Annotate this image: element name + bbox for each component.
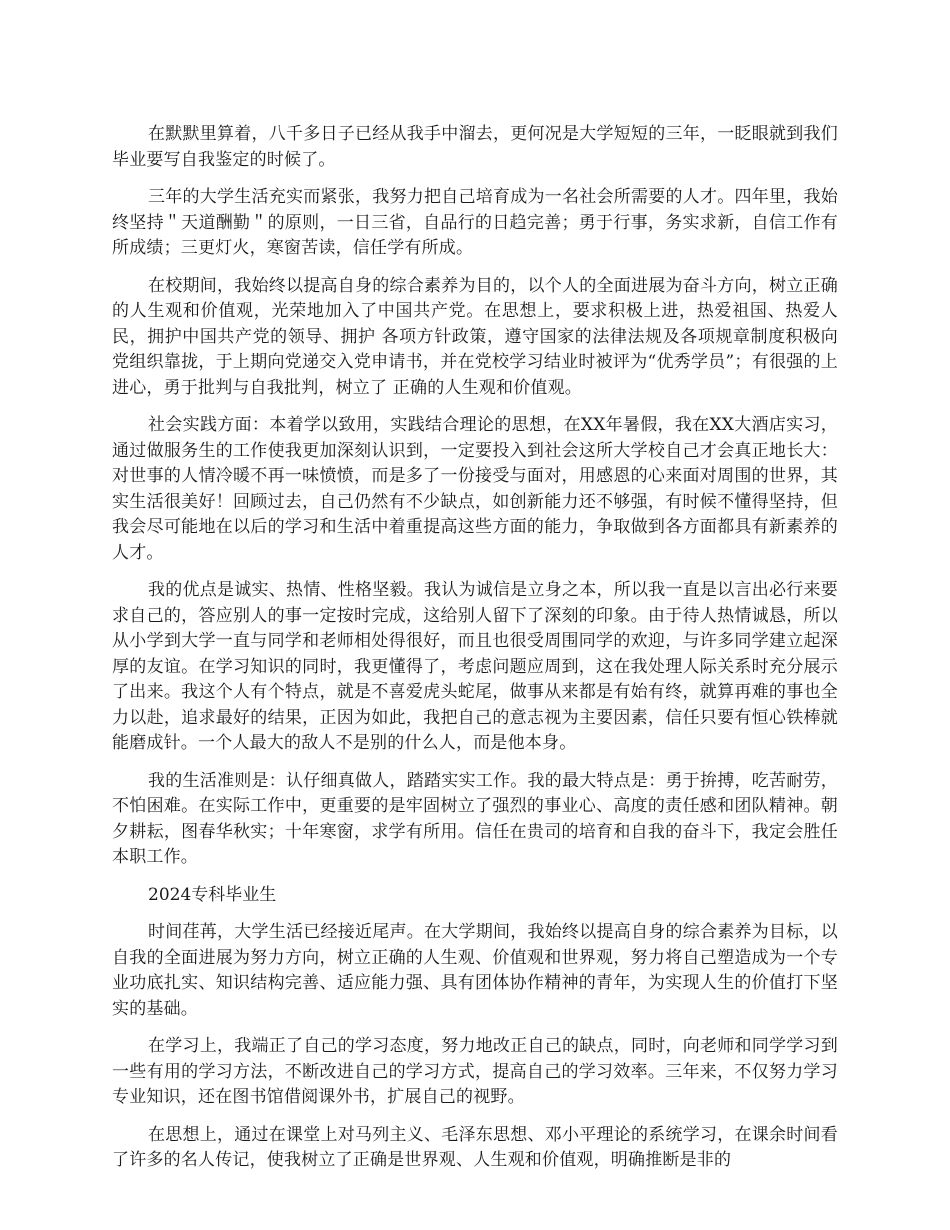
paragraph-2: 三年的大学生活充实而紧张，我努力把自己培育成为一名社会所需要的人才。四年里，我始终坚持＂天道酬勤＂的原则，一日三省，自品行的日趋完善；勇于行事，务实求新，自信工作有所成绩；三更灯火，寒窗苦读，信任学有所成。 [112,187,838,258]
paragraph-8: 在学习上，我端正了自己的学习态度，努力地改正自己的缺点，同时，向老师和同学学习到一些有用的学习方法，不断改进自己的学习方式，提高自己的学习效率。三年来，不仅努力学习专业知识，还在图书馆借阅课外书，扩展自己的视野。 [112,1036,838,1107]
document-body [112,122,838,1186]
section-heading: 2024专科毕业生 [148,884,277,905]
paragraph-9: 在思想上，通过在课堂上对马列主义、毛泽东思想、邓小平理论的系统学习，在课余时间看了许多的名人传记，使我树立了正确是世界观、人生观和价值观，明确推断是非的 [112,1124,838,1170]
paragraph-3: 在校期间，我始终以提高自身的综合素养为目的，以个人的全面进展为奋斗方向，树立正确的人生观和价值观，光荣地加入了中国共产党。在思想上，要求积极上进，热爱祖国、热爱人民，拥护中国共产党的领导、拥护 各项方针政策，遵守国家的法律法规及各项规章制度积极向党组织靠拢，于上期向党递交入党申请书，并在党校学习结业时被评为“优秀学员”；有很强的上进心，勇于批判与自我批判，树立了 正确的人生观和价值观。 [112,275,838,398]
paragraph-6: 我的生活准则是：认仔细真做人，踏踏实实工作。我的最大特点是：勇于拚搏，吃苦耐劳，不怕困难。在实际工作中，更重要的是牢固树立了强烈的事业心、高度的责任感和团队精神。朝夕耕耘，图春华秋实；十年寒窗，求学有所用。信任在贵司的培育和自我的奋斗下，我定会胜任本职工作。 [112,770,838,867]
paragraph-4: 社会实践方面：本着学以致用，实践结合理论的思想，在XX年暑假，我在XX大酒店实习，通过做服务生的工作使我更加深刻认识到，一定要投入到社会这所大学校自己才会真正地长大：对世事的人情冷暖不再一味愤愤，而是多了一份接受与面对，用感恩的心来面对周围的世界，其实生活很美好！回顾过去，自己仍然有不少缺点，如创新能力还不够强，有时候不懂得坚持，但我会尽可能地在以后的学习和生活中着重提高这些方面的能力，争取做到各方面都具有新素养的人才。 [112,415,838,563]
paragraph-5: 我的优点是诚实、热情、性格坚毅。我认为诚信是立身之本，所以我一直是以言出必行来要求自己的，答应别人的事一定按时完成，这给别人留下了深刻的印象。由于待人热情诚恳，所以从小学到大学一直与同学和老师相处得很好，而且也很受周围同学的欢迎，与许多同学建立起深厚的友谊。在学习知识的同时，我更懂得了，考虑问题应周到，这在我处理人际关系时充分展示了出来。我这个人有个特点，就是不喜爱虎头蛇尾，做事从来都是有始有终，就算再难的事也全力以赴，追求最好的结果，正因为如此，我把自己的意志视为主要因素，信任只要有恒心铁棒就能磨成针。一个人最大的敌人不是别的什么人，而是他本身。 [112,580,838,753]
paragraph-1: 在默默里算着，八千多日子已经从我手中溜去，更何况是大学短短的三年，一眨眼就到我们毕业要写自我鉴定的时候了。 [112,124,838,170]
paragraph-7: 时间荏苒，大学生活已经接近尾声。在大学期间，我始终以提高自身的综合素养为目标，以自我的全面进展为努力方向，树立正确的人生观、价值观和世界观，努力将自己塑造成为一个专业功底扎实、知识结构完善、适应能力强、具有团体协作精神的青年，为实现人生的价值打下坚实的基础。 [112,922,838,1019]
